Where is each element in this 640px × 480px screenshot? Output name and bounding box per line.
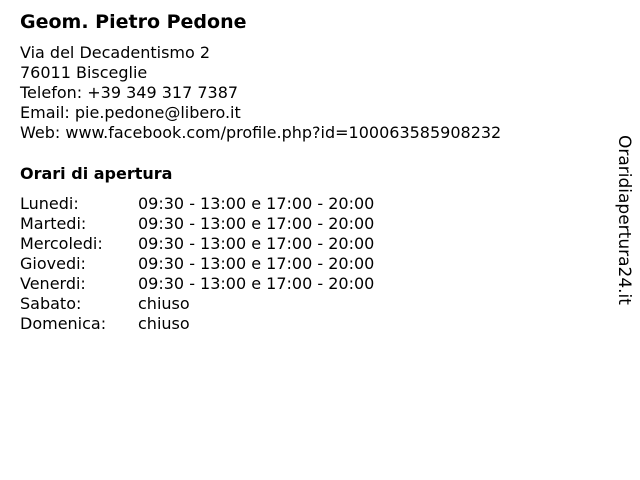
hours-day: Mercoledi: (20, 234, 103, 253)
web-line: Web: www.facebook.com/profile.php?id=100063585908232 (20, 123, 502, 142)
hours-day: Domenica: (20, 314, 107, 333)
hours-row-wednesday (20, 234, 374, 254)
hours-row-friday (20, 274, 374, 294)
hours-time: 09:30 - 13:00 e 17:00 - 20:00 (138, 234, 375, 253)
hours-time: 09:30 - 13:00 e 17:00 - 20:00 (138, 214, 375, 233)
hours-day: Giovedi: (20, 254, 86, 273)
hours-row-thursday (20, 254, 374, 274)
hours-row-saturday (20, 294, 374, 314)
hours-time: 09:30 - 13:00 e 17:00 - 20:00 (138, 274, 375, 293)
brand-watermark (613, 135, 635, 310)
hours-time: 09:30 - 13:00 e 17:00 - 20:00 (138, 254, 375, 273)
brand-watermark-text: Oraridiapertura24.it (614, 135, 634, 305)
contact-details (20, 43, 501, 143)
business-name: Geom. Pietro Pedone (20, 11, 247, 33)
hours-day: Venerdi: (20, 274, 86, 293)
hours-day: Sabato: (20, 294, 82, 313)
hours-time: 09:30 - 13:00 e 17:00 - 20:00 (138, 194, 375, 213)
city-line: 76011 Bisceglie (20, 63, 148, 82)
hours-day: Lunedi: (20, 194, 79, 213)
hours-row-tuesday (20, 214, 374, 234)
phone-line: Telefon: +39 349 317 7387 (20, 83, 239, 102)
opening-hours-heading: Orari di apertura (20, 164, 173, 183)
email-line: Email: pie.pedone@libero.it (20, 103, 241, 122)
hours-day: Martedi: (20, 214, 87, 233)
hours-row-sunday (20, 314, 374, 334)
hours-time: chiuso (138, 314, 190, 333)
hours-row-monday (20, 194, 374, 214)
hours-time: chiuso (138, 294, 190, 313)
opening-hours-table (20, 194, 374, 334)
address-line: Via del Decadentismo 2 (20, 43, 211, 62)
